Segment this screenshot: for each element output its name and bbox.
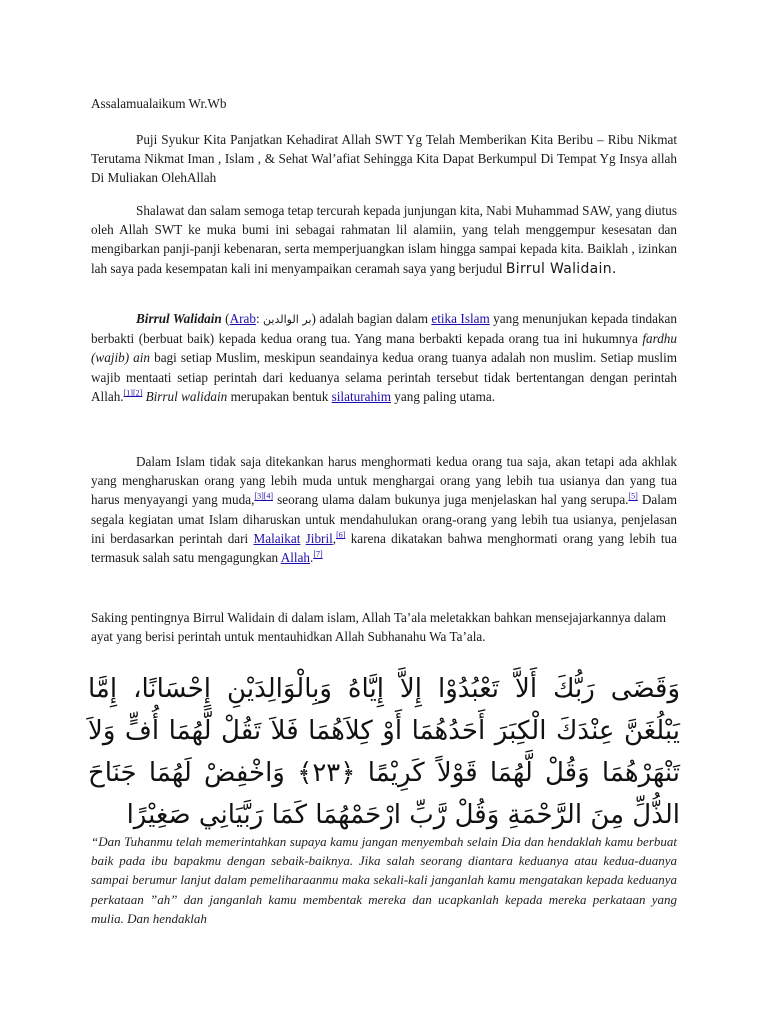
- text-fragment: yang paling utama.: [390, 388, 495, 404]
- ref-7[interactable]: [7]: [313, 549, 323, 559]
- greeting: Assalamualaikum Wr.Wb: [91, 96, 227, 111]
- paragraph-definition: [91, 309, 677, 406]
- shalawat-text: Shalawat dan salam semoga tetap tercurah kepada junjungan kita, Nabi Muhammad SAW, yang diutus oleh Allah SWT ke muka bumi ini sebagai rahmatan lil alamiin, yang telah menggempur kesesatan dan mengibarkan panji-panji kebenaran, serta memperjuangkan islam hingga sampai kepada kita. Baiklah , izinkan lah saya pada kesempatan kali ini menyampaikan ceramah saya yang berjudul: [91, 203, 677, 276]
- link-silaturahim[interactable]: silaturahim: [331, 388, 391, 404]
- text-fragment: bagi setiap Muslim, meskipun seandainya kedua orang tuanya adalah non muslim. Setiap muslim wajib mentaati setiap perintah dari keduanya selama perintah tersebut tidak bertentangan dengan perintah Allah.: [91, 350, 677, 404]
- text-fragment: merupakan bentuk: [227, 388, 332, 404]
- ref-6[interactable]: [6]: [336, 530, 346, 540]
- link-allah[interactable]: Allah: [280, 550, 311, 566]
- paragraph-opening: Puji Syukur Kita Panjatkan Kehadirat Allah SWT Yg Telah Memberikan Kita Beribu – Ribu Nikmat Terutama Nikmat Iman , Islam , & Sehat Wal’afiat Sehingga Kita Dapat Berkumpul Di Tempat Yg Insya allah Di Muliakan OlehAllah: [91, 132, 677, 186]
- link-malaikat[interactable]: Malaikat: [253, 530, 301, 546]
- text-fragment: ,: [332, 530, 337, 546]
- text-fragment: karena dikatakan bahwa menghormati orang yang lebih tua termasuk salah satu mengagungkan: [91, 530, 677, 566]
- text-fragment: seorang ulama dalam bukunya juga menjelaskan hal yang serupa.: [273, 492, 629, 508]
- text-fragment: Dalam segala kegiatan umat Islam diharuskan untuk mendahulukan orang-orang yang lebih tua usianya, penjelasan ini berdasarkan perintah dari: [91, 492, 677, 546]
- topic-title: Birrul Walidain.: [505, 260, 617, 277]
- link-jibril[interactable]: Jibril: [305, 530, 333, 546]
- ref-1-2[interactable]: [1][2]: [123, 388, 143, 398]
- ref-3-4[interactable]: [3][4]: [254, 492, 274, 502]
- text-fragment: :: [255, 311, 264, 326]
- text-fragment: .: [310, 550, 314, 566]
- text-fragment: Dalam Islam tidak saja ditekankan harus menghormati kedua orang tua saja, akan tetapi ada akhlak yang mengharuskan orang yang lebih muda untuk menghargai orang yang lebih tua usianya dan yang tua harus menyayangi yang muda,: [91, 454, 677, 508]
- paragraph-respect: [91, 452, 677, 567]
- text-fragment: (: [221, 311, 230, 326]
- quran-verse: وَقَضَى رَبُّكَ أَلاَّ تَعْبُدُوْا إِلاَّ إِيَّاهُ وَبِالْوَالِدَيْنِ إِحْسَانًا، إِمَّا يَبْلُغَنَّ عِنْدَكَ الْكِبَرَ أَحَدُهُمَا أَوْ كِلاَهُمَا فَلاَ تَقُلْ لَّهُمَا أُفٍّ وَلاَ تَنْهَرْهُمَا وَقُلْ لَّهُمَا قَوْلاً كَرِيْمًا ﴿٢٣﴾ وَاخْفِضْ لَهُمَا جَنَاحَ الذُّلِّ مِنَ الرَّحْمَةِ وَقُلْ رَّبِّ ارْحَمْهُمَا كَمَا رَبَّيَانِي صَغِيْرًا: [88, 674, 680, 830]
- text-fragment: yang menunjukan kepada tindakan berbakti (berbuat baik) kepada kedua orang tua. Yang mana berbakti kepada orang tua ini hukumnya: [91, 311, 677, 347]
- paragraph-importance: Saking pentingnya Birrul Walidain di dalam islam, Allah Ta’ala meletakkan bahkan mensejajarkannya dalam ayat yang berisi perintah untuk mentauhidkan Allah Subhanahu Wa Ta’ala.: [91, 610, 667, 645]
- term-fardhu: fardhu (wajib) ain: [91, 331, 677, 366]
- text-fragment: ) adalah bagian dalam: [311, 311, 432, 326]
- verse-translation: “Dan Tuhanmu telah memerintahkan supaya kamu jangan menyembah selain Dia dan hendaklah kamu berbuat baik pada ibu bapakmu dengan sebaik-baiknya. Jika salah seorang diantara keduanya atau kedua-duanya sampai berumur lanjut dalam pemeliharaanmu maka sekali-kali janganlah kamu mengatakan kepada keduanya perkataan ”ah” dan janganlah kamu membentak mereka dan ucapkanlah kepada mereka perkataan yang mulia. Dan hendaklah: [91, 834, 677, 926]
- term-birrul-walidain-2: Birrul walidain: [142, 388, 228, 404]
- link-arab[interactable]: Arab: [229, 311, 256, 326]
- paragraph-shalawat: [91, 201, 677, 279]
- arabic-term: بر الوالدين: [263, 313, 312, 326]
- link-etika-islam[interactable]: etika Islam: [431, 311, 490, 326]
- term-birrul-walidain: Birrul Walidain: [136, 311, 222, 326]
- ref-5[interactable]: [5]: [628, 492, 638, 502]
